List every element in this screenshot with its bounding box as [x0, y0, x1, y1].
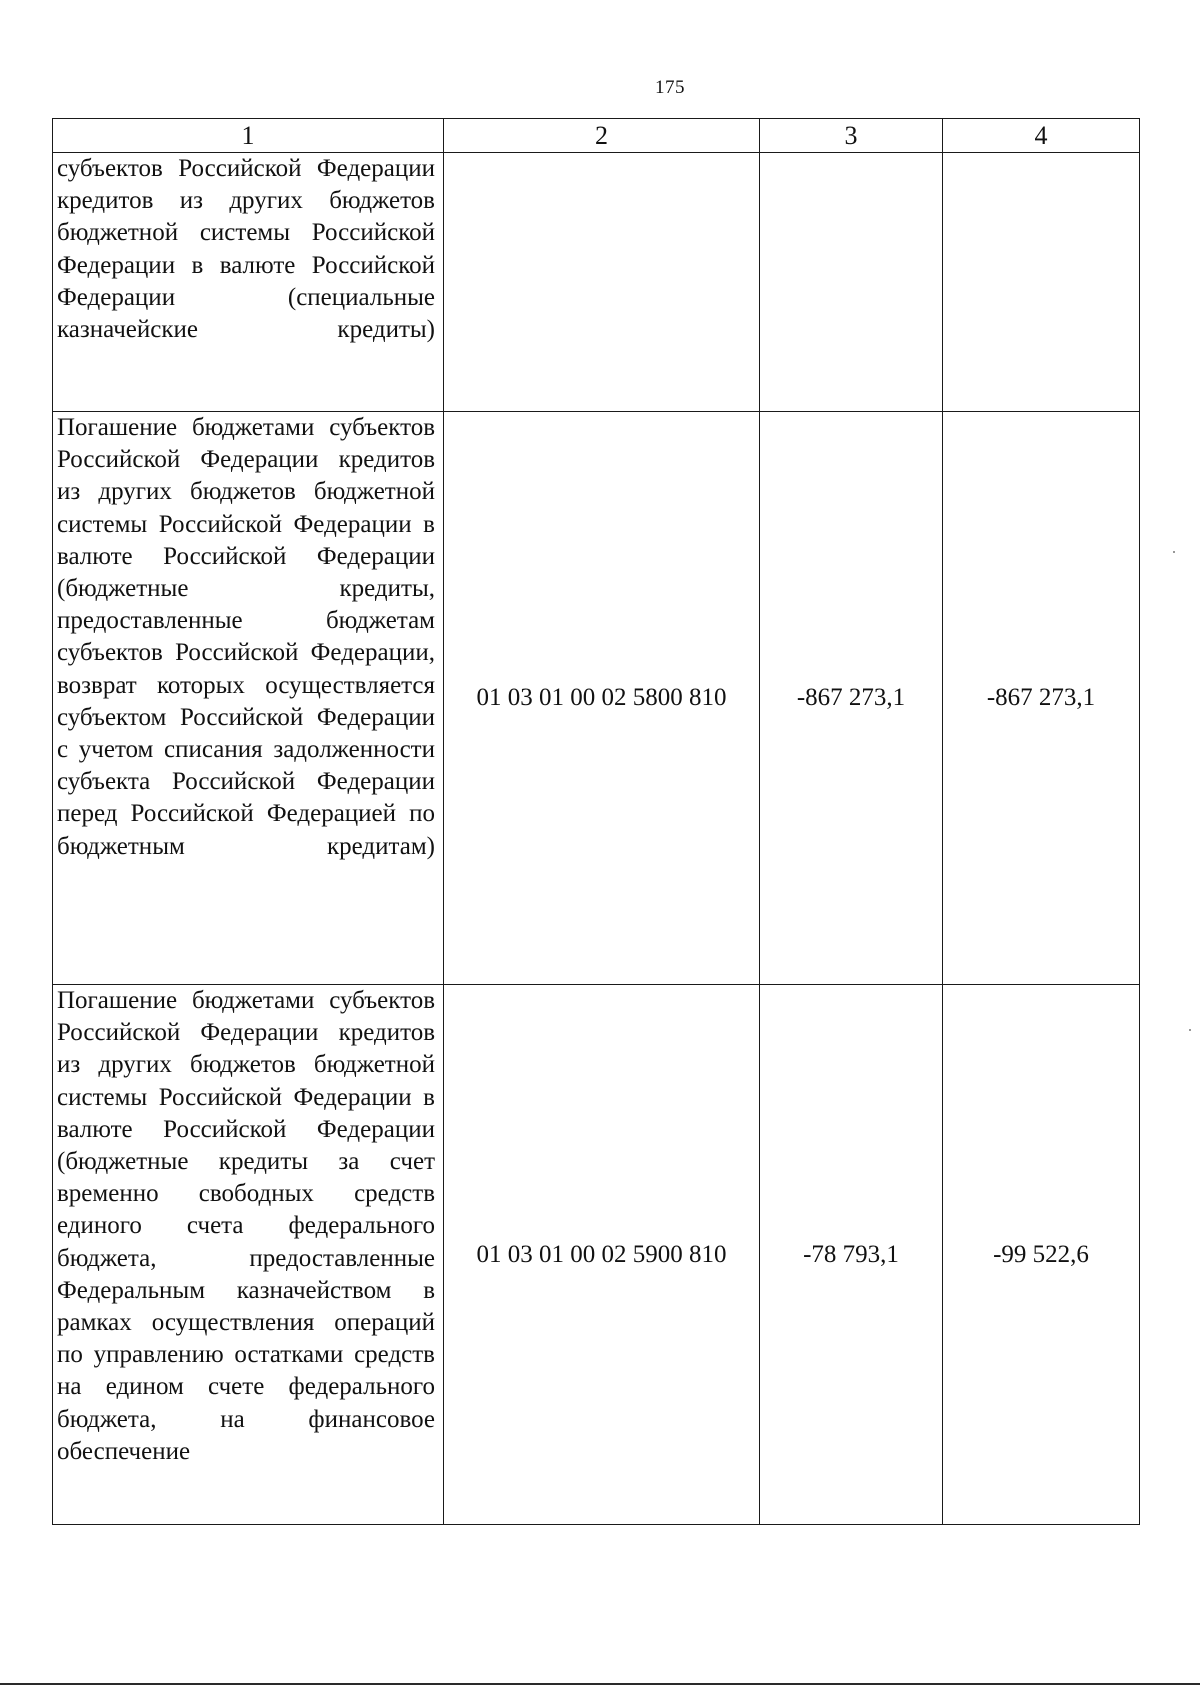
row-description: субъектов Российской Федерации кредитов из других бюджетов бюджетной системы Российской Федерации в валюте Российской Федерации (специальные казначейские кредиты) — [53, 153, 444, 412]
column-header-2: 2 — [444, 119, 760, 153]
column-header-3: 3 — [760, 119, 943, 153]
table-row — [53, 153, 1140, 412]
page-number: 175 — [655, 77, 685, 98]
scan-speck — [1189, 1029, 1191, 1031]
budget-table — [52, 118, 1140, 1525]
column-header-4: 4 — [943, 119, 1140, 153]
column-header-1: 1 — [53, 119, 444, 153]
row-value-4: -867 273,1 — [943, 412, 1140, 985]
row-value-3: -867 273,1 — [760, 412, 943, 985]
row-description: Погашение бюджетами субъектов Российской Федерации кредитов из других бюджетов бюджетной системы Российской Федерации в валюте Российской Федерации (бюджетные кредиты, предоставленные бюджетам субъектов Российской Федерации, возврат которых осуществляется субъектом Российской Федерации с учетом списания задолженности субъекта Российской Федерации перед Российской Федерацией по бюджетным кредитам) — [53, 412, 444, 985]
table-row — [53, 985, 1140, 1525]
row-code: 01 03 01 00 02 5900 810 — [444, 985, 760, 1525]
row-code: 01 03 01 00 02 5800 810 — [444, 412, 760, 985]
row-value-3 — [760, 153, 943, 412]
row-code — [444, 153, 760, 412]
scan-speck — [1173, 551, 1175, 553]
row-value-3: -78 793,1 — [760, 985, 943, 1525]
bottom-rule — [0, 1683, 1200, 1685]
row-description: Погашение бюджетами субъектов Российской Федерации кредитов из других бюджетов бюджетной системы Российской Федерации в валюте Российской Федерации (бюджетные кредиты за счет временно свободных средств единого счета федерального бюджета, предоставленные Федеральным казначейством в рамках осуществления операций по управлению остатками средств на едином счете федерального бюджета, на финансовое обеспечение — [53, 985, 444, 1525]
row-value-4 — [943, 153, 1140, 412]
table-header-row — [53, 119, 1140, 153]
row-value-4: -99 522,6 — [943, 985, 1140, 1525]
table-row — [53, 412, 1140, 985]
